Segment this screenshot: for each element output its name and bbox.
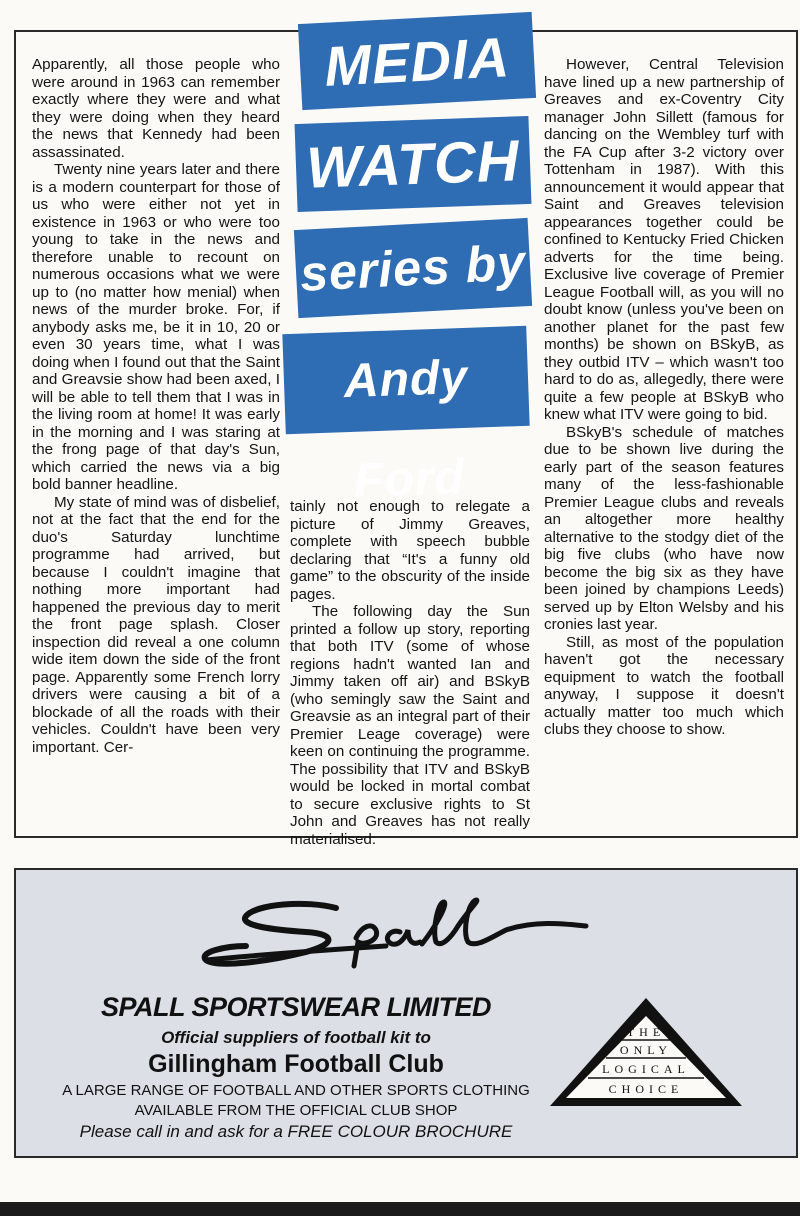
title-banner-series-by: series by (294, 218, 532, 318)
triangle-word-choice: CHOICE (608, 1082, 684, 1096)
triangle-word-logical: LOGICAL (602, 1062, 690, 1076)
range-line-2: AVAILABLE FROM THE OFFICIAL CLUB SHOP (134, 1102, 458, 1119)
logical-choice-triangle-logo (546, 994, 746, 1112)
paragraph: The following day the Sun printed a follow up story, reporting that both ITV (some of whose regions hadn't wanted Ian and Jimmy taken off air) and BSkyB (who semingly saw the Saint and Greavsie as an integral part of their Premier Leage coverage) were keen on continuing the programme. The possibility that ITV and BSkyB would be locked in mortal combat to secure exclusive rights to St John and Greaves has not really materialised. (290, 603, 530, 848)
article-column-1 (32, 56, 280, 756)
spall-signature-logo (186, 886, 606, 996)
title-banner-author: Andy Ford (282, 326, 529, 434)
triangle-word-only: ONLY (619, 1043, 673, 1057)
paragraph: tainly not enough to relegate a picture of Jimmy Greaves, complete with speech bubble declaring that “It's a funny old game” to the obscurity of the inside pages. (290, 498, 530, 603)
media-watch-title (282, 10, 544, 508)
page-edge-strip (0, 1202, 800, 1216)
title-banner-watch: WATCH (295, 116, 532, 212)
paragraph: BSkyB's schedule of matches due to be shown live during the early part of the season features many of the less-fashionable Premier League clubs and reveals an altogether more healthy alternative to the stodgy diet of the big five clubs (who have now become the big six as they have been joined by champions Leeds) served up by Elton Welsby and his cronies last year. (544, 423, 784, 633)
paragraph: Apparently, all those people who were around in 1963 can remember exactly where they were and what they were doing when they heard the news that Kennedy had been assassinated. (32, 56, 280, 161)
triangle-word-the: THE (626, 1025, 666, 1039)
paragraph: However, Central Television have lined up a new partnership of Greaves and ex-Coventry City manager John Sillett (famous for dancing on the Wembley turf with the FA Cup after 3-2 victory over Tottenham in 1987). With this announcement it would appear that Saint and Greaves television appearances together could be confined to Kentucky Fried Chicken adverts for the time being. Exclusive live coverage of Premier League Football will, as you will no doubt know (unless you've been on another planet for the past few months) be shown on BSkyB, as they outbid ITV – which wasn't too hard to do as, allegedly, there were quite a few people at BSkyB who knew what ITV were going to bid. (544, 56, 784, 423)
article-frame (14, 25, 798, 848)
paragraph: My state of mind was of disbelief, not at the fact that the end for the duo's Saturday lunchtime programme had arrived, but because I couldn't imagine that nothing more important had happened the previous day to merit the front page splash. Closer inspection did reveal a one column wide item down the side of the front page. Apparently some French lorry drivers were causing a bit of a blockade of all the roads with their vehicles. Couldn't have been very important. Cer- (32, 493, 280, 756)
club-name: Gillingham Football Club (148, 1050, 444, 1078)
supplier-line: Official suppliers of football kit to (161, 1028, 431, 1047)
title-banner-media: MEDIA (298, 12, 536, 110)
paragraph: Still, as most of the population haven't got the necessary equipment to watch the football anyway, I suppose it doesn't actually matter too much which clubs they choose to show. (544, 633, 784, 738)
spall-advert (14, 868, 798, 1158)
article-column-2 (290, 498, 530, 848)
paragraph: Twenty nine years later and there is a modern counterpart for those of us who were either not yet in existence in 1963 or who were too young to take in the news and therefore unable to recount on numerous occasions what we were up to (no matter how menial) when news of the murder broke. For, if anybody asks me, be it in 10, 20 or even 30 years time, what I was doing when I found out that the Saint and Greavsie show had been axed, I will be able to tell them that I was in the living room at home! It was early in the morning and I was staring at the frong page of that day's Sun, which carried the news via a big bold banner headline. (32, 161, 280, 493)
company-name: SPALL SPORTSWEAR LIMITED (100, 992, 492, 1022)
article-column-3 (544, 56, 784, 739)
brochure-line: Please call in and ask for a FREE COLOUR BROCHURE (79, 1122, 513, 1141)
range-line-1: A LARGE RANGE OF FOOTBALL AND OTHER SPORTS CLOTHING (62, 1082, 530, 1099)
